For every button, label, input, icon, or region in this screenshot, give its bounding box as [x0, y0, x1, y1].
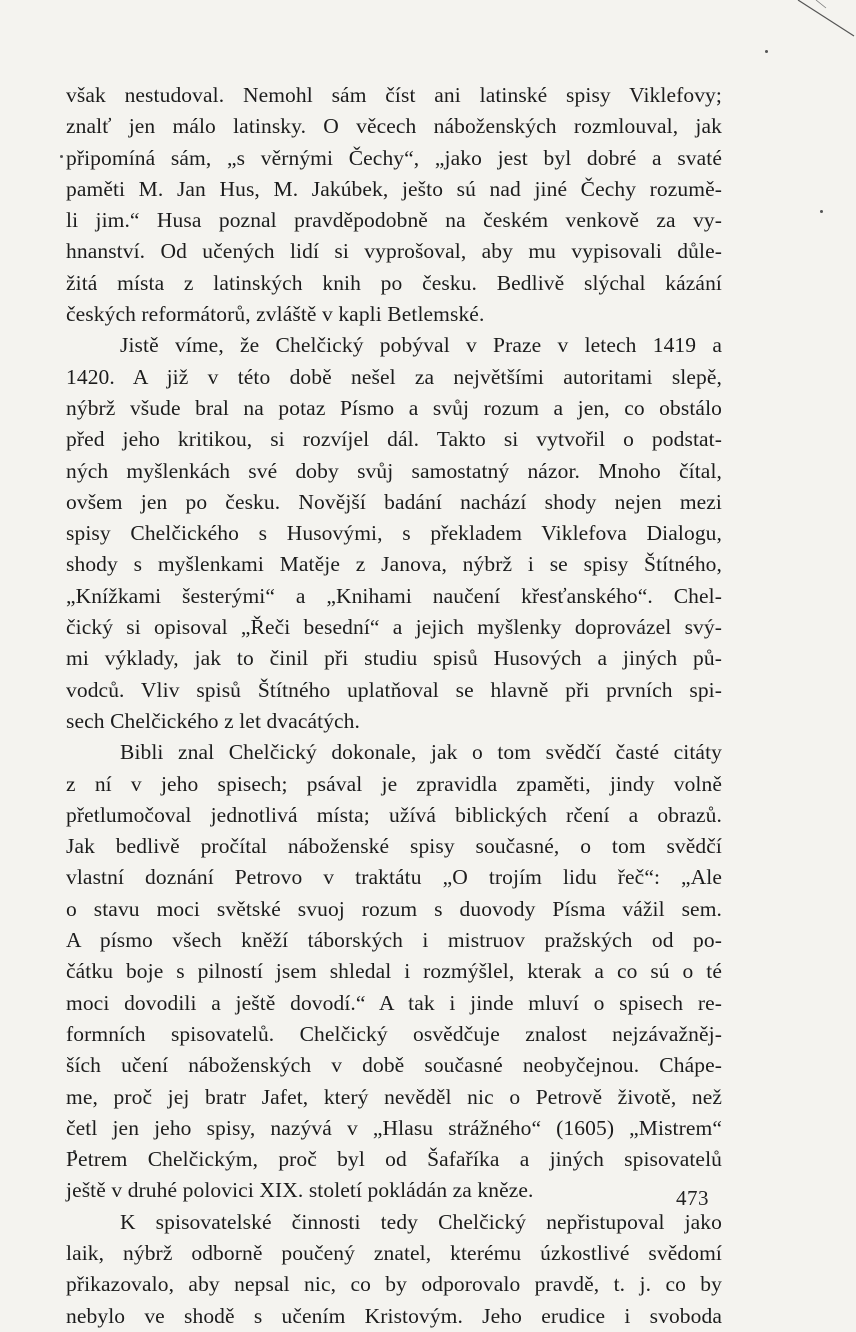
text-line: A písmo všech kněží táborských i mistruov pražských od po-: [66, 928, 722, 953]
text-line: K spisovatelské činnosti tedy Chelčický nepřistupoval jako: [120, 1209, 722, 1234]
text-line: Bibli znal Chelčický dokonale, jak o tom svědčí časté citáty: [120, 740, 722, 765]
page-corner-fold-mark: [796, 0, 856, 40]
text-line: nýbrž všude bral na potaz Písmo a svůj rozum a jen, co obstálo: [66, 395, 722, 420]
text-line: českých reformátorů, zvláště v kapli Betlemské.: [66, 302, 485, 327]
text-line: přikazovalo, aby nepsal nic, co by odporovalo pravdě, t. j. co by: [66, 1272, 722, 1297]
text-line: z ní v jeho spisech; psával je zpravidla zpaměti, jindy volně: [66, 771, 722, 796]
text-line: spisy Chelčického s Husovými, s překladem Viklefova Dialogu,: [66, 521, 722, 546]
text-line: nebylo ve shodě s učením Kristovým. Jeho erudice i svoboda: [66, 1303, 722, 1328]
text-line: laik, nýbrž odborně poučený znatel, kterému úzkostlivé svědomí: [66, 1240, 722, 1265]
text-line: čický si opisoval „Řeči besední“ a jejich myšlenky doprovázel svý-: [66, 615, 722, 640]
text-line: Jak bedlivě pročítal náboženské spisy současné, o tom svědčí: [66, 834, 722, 859]
text-line: formních spisovatelů. Chelčický osvědčuje znalost nejzávažněj-: [66, 1021, 722, 1046]
text-line: však nestudoval. Nemohl sám číst ani latinské spisy Viklefovy;: [66, 83, 722, 107]
text-line: přetlumočoval jednotlivá místa; užívá biblických rčení a obrazů.: [66, 802, 722, 827]
text-line: ných myšlenkách své doby svůj samostatný názor. Mnoho čítal,: [66, 458, 722, 483]
text-line: znalť jen málo latinsky. O věcech náboženských rozmlouval, jak: [66, 114, 722, 139]
text-line: o stavu moci světské svuoj rozum s duovody Písma vážil sem.: [66, 896, 722, 921]
text-line: vlastní doznání Petrovo v traktátu „O trojím lidu řeč“: „Ale: [66, 865, 722, 890]
page-number: 473: [676, 1186, 709, 1210]
scan-speck: [765, 50, 768, 53]
text-line: „Knížkami šesterými“ a „Knihami naučení křesťanského“. Chel-: [66, 583, 722, 608]
text-line: me, proč jej bratr Jafet, který nevěděl nic o Petrově životě, než: [66, 1084, 722, 1109]
text-line: ovšem jen po česku. Novější badání nachází shody nejen mezi: [66, 489, 722, 514]
text-line: Petrem Chelčickým, proč byl od Šafaříka a jiných spisovatelů: [66, 1147, 722, 1172]
text-line: moci dovodili a ještě dovodí.“ A tak i jinde mluví o spisech re-: [66, 990, 722, 1015]
scan-speck: [820, 210, 823, 213]
text-line: ších učení náboženských v době současné neobyčejnou. Chápe-: [66, 1053, 722, 1078]
text-line: čátku boje s pilností jsem shledal i rozmýšlel, kterak a co sú o té: [66, 959, 722, 984]
scan-speck: [60, 155, 63, 158]
text-line: paměti M. Jan Hus, M. Jakúbek, ješto sú nad jiné Čechy rozumě-: [66, 176, 722, 201]
text-line: sech Chelčického z let dvacátých.: [66, 708, 361, 733]
text-line: před jeho kritikou, si rozvíjel dál. Takto si vytvořil o podstat-: [66, 427, 722, 452]
text-line: vodců. Vliv spisů Štítného uplatňoval se hlavně při prvních spi-: [66, 677, 722, 702]
text-line: hnanství. Od učených lidí si vyprošoval, aby mu vypisovali důle-: [66, 239, 722, 264]
text-line: Jistě víme, že Chelčický pobýval v Praze v letech 1419 a: [120, 333, 722, 358]
text-line: připomíná sám, „s věrnými Čechy“, „jako jest byl dobré a svaté: [66, 145, 722, 170]
text-line: li jim.“ Husa poznal pravděpodobně na českém venkově za vy-: [66, 208, 722, 233]
text-line: ještě v druhé polovici XIX. století pokládán za kněze.: [66, 1178, 534, 1203]
body-text: [66, 80, 722, 1332]
text-line: mi výklady, jak to činil při studiu spisů Husových a jiných pů-: [66, 646, 722, 671]
text-line: četl jen jeho spisy, nazývá v „Hlasu strážného“ (1605) „Mistrem“: [66, 1115, 722, 1140]
text-line: shody s myšlenkami Matěje z Janova, nýbrž i se spisy Štítného,: [66, 552, 722, 577]
text-line: 1420. A již v této době nešel za největšími autoritami slepě,: [66, 364, 722, 389]
text-line: žitá místa z latinských knih po česku. Bedlivě slýchal kázání: [66, 270, 722, 295]
